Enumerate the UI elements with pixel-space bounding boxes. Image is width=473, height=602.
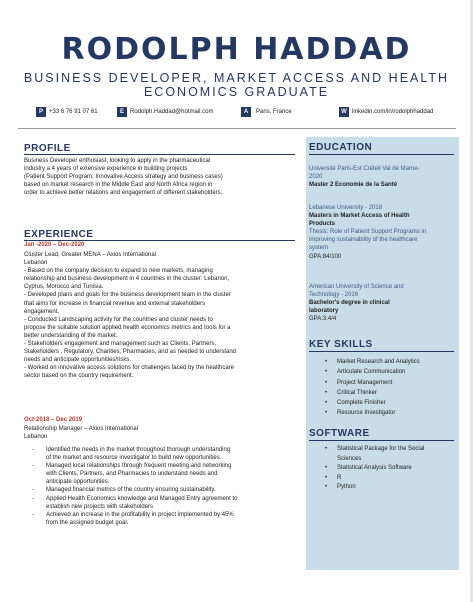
job-1-role: Cluster Lead, Greater MENA – Axios International <box>24 252 157 258</box>
list-item: - Applied Health Economics knowledge and Managed Entry agreement to establish new projects with stakeholders <box>46 495 301 511</box>
key-skills-rule <box>309 351 454 352</box>
job-2-header <box>24 425 304 441</box>
experience-heading: EXPERIENCE <box>24 229 94 240</box>
list-item: • Complete Finisher <box>337 398 455 408</box>
list-item: • Market Research and Analytics <box>337 357 455 367</box>
job-1-body: Cluster Lead, Greater MENA – Axios International Lebanon - Based on the company decision to expand to new markets, managing relationship and business development in 4 countries in the cluster: Lebanon, Cyprus, Morocco and Tunisia. - Developed plans and goals for the business development team in the cluster that aims for increase in financial revenue and external stakeholders engagement. - Conducted Landscaping activity for the countries and cluster needs to propose the suitable solution applied health economics metrics and tools for a better understanding of the market. - Stakeholders engagement and management such as Clients, Partners, Stakeholders , Regulatory, Charities, Pharmacies, and as needed to understand needs and anticipate opportunities/risks. - Worked on innovative access solutions for challenges faced by the healthcare sector based on the country requirement. <box>24 251 304 381</box>
candidate-name: RODOLPH HADDAD <box>61 32 412 67</box>
key-skills-heading: KEY SKILLS <box>309 339 373 350</box>
job-title: BUSINESS DEVELOPER, MARKET ACCESS AND HEALTH ECONOMICS GRADUATE <box>23 71 450 99</box>
phone-text: +33 6 76 91 07 61 <box>49 109 98 115</box>
list-item: • R <box>337 474 455 484</box>
key-skills-list <box>337 357 455 419</box>
job-1-location: Lebanon <box>24 260 48 267</box>
job-2-bullets <box>46 446 301 527</box>
list-item: • Articulate Communication <box>337 367 455 377</box>
software-heading: SOFTWARE <box>309 428 370 439</box>
email-icon: E <box>117 107 127 117</box>
job-2-date: Oct-2018 – Dec 2019 <box>24 417 83 423</box>
job-2-role: Relationship Manager – Axios International <box>24 426 139 432</box>
list-item: • Resource Investigator <box>337 408 455 418</box>
profile-heading: PROFILE <box>24 143 71 154</box>
list-item: • Project Management <box>337 378 455 388</box>
job-2-location: Lebanon <box>24 434 48 441</box>
list-item: - Identified the needs in the market throughout thorough understanding of the market and resource investigator to build new opportunities. <box>46 446 301 462</box>
contact-email <box>117 107 213 117</box>
phone-icon: P <box>36 107 46 117</box>
address-text: Paris, France <box>256 109 292 115</box>
education-entry-3: American University of Science and Technology - 2016 Bachelor's degree in clinical laboratory GPA:3.4/4 <box>309 284 404 323</box>
education-entry-1: Université Paris-Est Créteil Val de Marne- 2020 Master 2 Economie de la Santé <box>309 166 420 189</box>
education-heading: EDUCATION <box>309 142 373 153</box>
software-list <box>337 445 455 493</box>
header-divider <box>18 128 456 129</box>
email-text[interactable]: Rodolph.Haddad@hotmail.com <box>130 109 214 115</box>
contact-bar <box>0 107 473 121</box>
web-icon: W <box>339 107 349 117</box>
contact-address <box>241 107 292 117</box>
list-item: - Managed financial metrics of the country ensuring sustainability. <box>46 486 301 494</box>
list-item: • Statistical Package for the Social Sciences <box>337 445 455 464</box>
education-entry-2: Lebanese University - 2018 Masters in Market Access of Health Products Thesis: Role of Patient Support Programs in improving sustainability of the healthcare system GPA:84/100 <box>309 205 427 260</box>
software-rule <box>309 440 454 441</box>
profile-text: Business Developer enthusiast, looking to apply in the pharmaceutical industry a 4 years of extensive experience in building projects (Patient Support Program, Innovative Access strategy and business cases) based on market research in the Middle East and North Africa region in order to achieve better relations and engagement of different stakeholders. <box>24 158 223 197</box>
web-text[interactable]: linkedin.com/in/rodolphhaddad <box>352 109 434 115</box>
sidebar <box>306 137 459 570</box>
experience-rule <box>24 240 295 241</box>
education-rule <box>309 154 454 155</box>
contact-phone <box>36 107 98 117</box>
list-item: - Achieved an increase in the profitability in project implemented by 45% from the assigned budget goal. <box>46 511 301 527</box>
list-item: • Critical Thinker <box>337 388 455 398</box>
list-item: - Managed local relationships through frequent meeting and networking with Clients, Partners, and Pharmacies to understand needs and anticipate opportunities. <box>46 462 301 486</box>
address-icon: A <box>241 107 251 117</box>
job-1-date: Jan -2020 – Dec-2020 <box>24 242 85 248</box>
contact-web <box>339 107 433 117</box>
list-item: • Statistical Analysis Software <box>337 464 455 474</box>
list-item: • Python <box>337 483 455 493</box>
profile-rule <box>24 154 295 155</box>
